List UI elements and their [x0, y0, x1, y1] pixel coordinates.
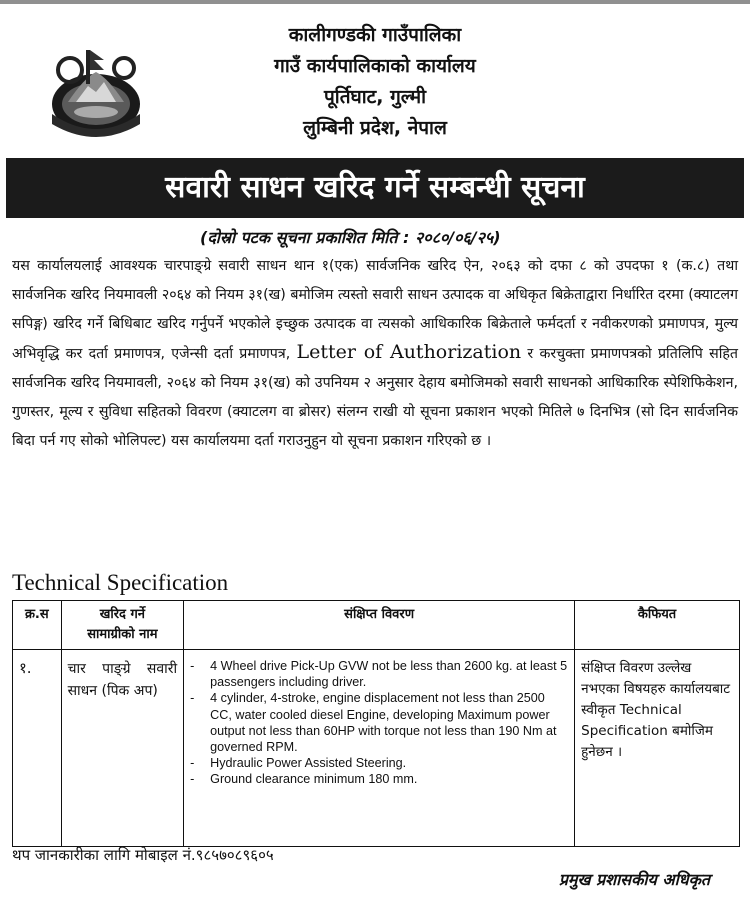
- spec-item: - Hydraulic Power Assisted Steering.: [190, 756, 407, 771]
- spec-table: [12, 600, 740, 847]
- col-header-item-line2: सामाग्रीको नाम: [87, 627, 158, 642]
- notice-body-part2: र करचुक्ता प्रमाणपत्रको प्रतिलिपि सहित सार्वजनिक खरिद नियमावली, २०६४ को नियम ३१(ख) को उपनियम २ अनुसार देहाय बमोजिमको सवारी साधनको आधिकारिक स्पेशिफिकेशन, गुणस्तर, मूल्य र सुविधा सहितको विवरण (क्याटलग वा ब्रोसर) संलग्न राखी यो सूचना प्रकाशन भएको मितिले ७ दिनभित्र (सो दिन सार्वजनिक बिदा पर्न गए सोको भोलिपल्ट) यस कार्यालयमा दर्ता गराउनुहुन यो सूचना प्रकाशन गरिएको छ ।: [12, 346, 738, 449]
- col-header-item: [61, 601, 184, 650]
- signatory: प्रमुख प्रशासकीय अधिकृत: [558, 870, 710, 889]
- notice-body-part1: यस कार्यालयलाई आवश्यक चारपाङ्ग्रे सवारी साधन थान १(एक) सार्वजनिक खरिद ऐन, २०६३ को दफा ८ को उपदफा १ (क.८) तथा सार्वजनिक खरिद नियमावली २०६४ को नियम ३१(ख) बमोजिम त्यस्तो सवारी साधन उत्पादक वा अधिकृत बिक्रेताद्वारा निर्धारित दरमा (क्याटलग सपिङ्ग) खरिद गर्ने बिधिबाट खरिद गर्नुपर्ने भएकोले इच्छुक उत्पादक वा त्यसको आधिकारिक बिक्रेताले फर्मदर्ता र नवीकरणको प्रमाणपत्र, मुल्य अभिवृद्धि कर दर्ता प्रमाणपत्र, एजेन्सी दर्ता प्रमाणपत्र,: [12, 258, 738, 363]
- office-line-municipality: कालीगण्डकी गाउँपालिका: [288, 24, 462, 46]
- contact-info: थप जानकारीका लागि मोबाइल नं.९८५७०८९६०५: [12, 846, 274, 864]
- spec-item-text: Ground clearance minimum 180 mm.: [210, 772, 418, 787]
- spec-item-text: Hydraulic Power Assisted Steering.: [210, 756, 407, 771]
- office-line-province: लुम्बिनी प्रदेश, नेपाल: [303, 117, 447, 139]
- remark-en: Technical Specification: [581, 702, 682, 739]
- spec-item: - 4 cylinder, 4-stroke, engine displacement not less than 2500 CC, water cooled diesel Engine, developing Maximum power output not less than 60HP with torque not less than 190 Nm at governed RPM.: [190, 691, 557, 755]
- table-row: [13, 650, 740, 847]
- spec-table-header: [13, 601, 740, 650]
- remark-part1: संक्षिप्त विवरण उल्लेख नभएका विषयहरु कार्यालयबाट स्वीकृत: [581, 660, 731, 718]
- spec-item-text: 4 Wheel drive Pick-Up GVW not be less than 2600 kg. at least 5 passengers including driver.: [210, 659, 568, 690]
- row-item-name: चार पाङ्ग्रे सवारी साधन (पिक अप): [61, 650, 184, 847]
- col-header-remarks: कैफियत: [575, 601, 740, 650]
- office-line-location: पूर्तिघाट, गुल्मी: [323, 86, 426, 108]
- col-header-item-line1: खरिद गर्ने: [99, 607, 146, 622]
- row-description: [184, 650, 575, 847]
- spec-heading: Technical Specification: [12, 570, 229, 595]
- col-header-sn: क्र.स: [13, 601, 62, 650]
- publication-date: (दोस्रो पटक सूचना प्रकाशित मिति : २०८०/०६/२५): [200, 228, 501, 247]
- remark-part2: बमोजिम हुनेछन ।: [581, 723, 713, 760]
- spec-item-text: 4 cylinder, 4-stroke, engine displacement not less than 2500 CC, water cooled diesel Engine, developing Maximum power output not less than 60HP with torque not less than 190 Nm at governed RPM.: [210, 691, 557, 755]
- spec-item: - 4 Wheel drive Pick-Up GVW not be less than 2600 kg. at least 5 passengers including driver.: [190, 659, 568, 690]
- spec-item: - Ground clearance minimum 180 mm.: [190, 772, 418, 787]
- col-header-description: संक्षिप्त विवरण: [184, 601, 575, 650]
- notice-body: [12, 252, 738, 456]
- row-sn: १.: [13, 650, 62, 847]
- row-remark: [575, 650, 740, 847]
- notice-title: सवारी साधन खरिद गर्ने सम्बन्धी सूचना: [6, 158, 744, 218]
- office-line-executive: गाउँ कार्यपालिकाको कार्यालय: [274, 55, 476, 77]
- notice-body-latin: Letter of Authorization: [296, 341, 522, 364]
- nepal-emblem-icon: [40, 42, 152, 142]
- office-header: [150, 20, 600, 144]
- top-rule: [0, 0, 750, 4]
